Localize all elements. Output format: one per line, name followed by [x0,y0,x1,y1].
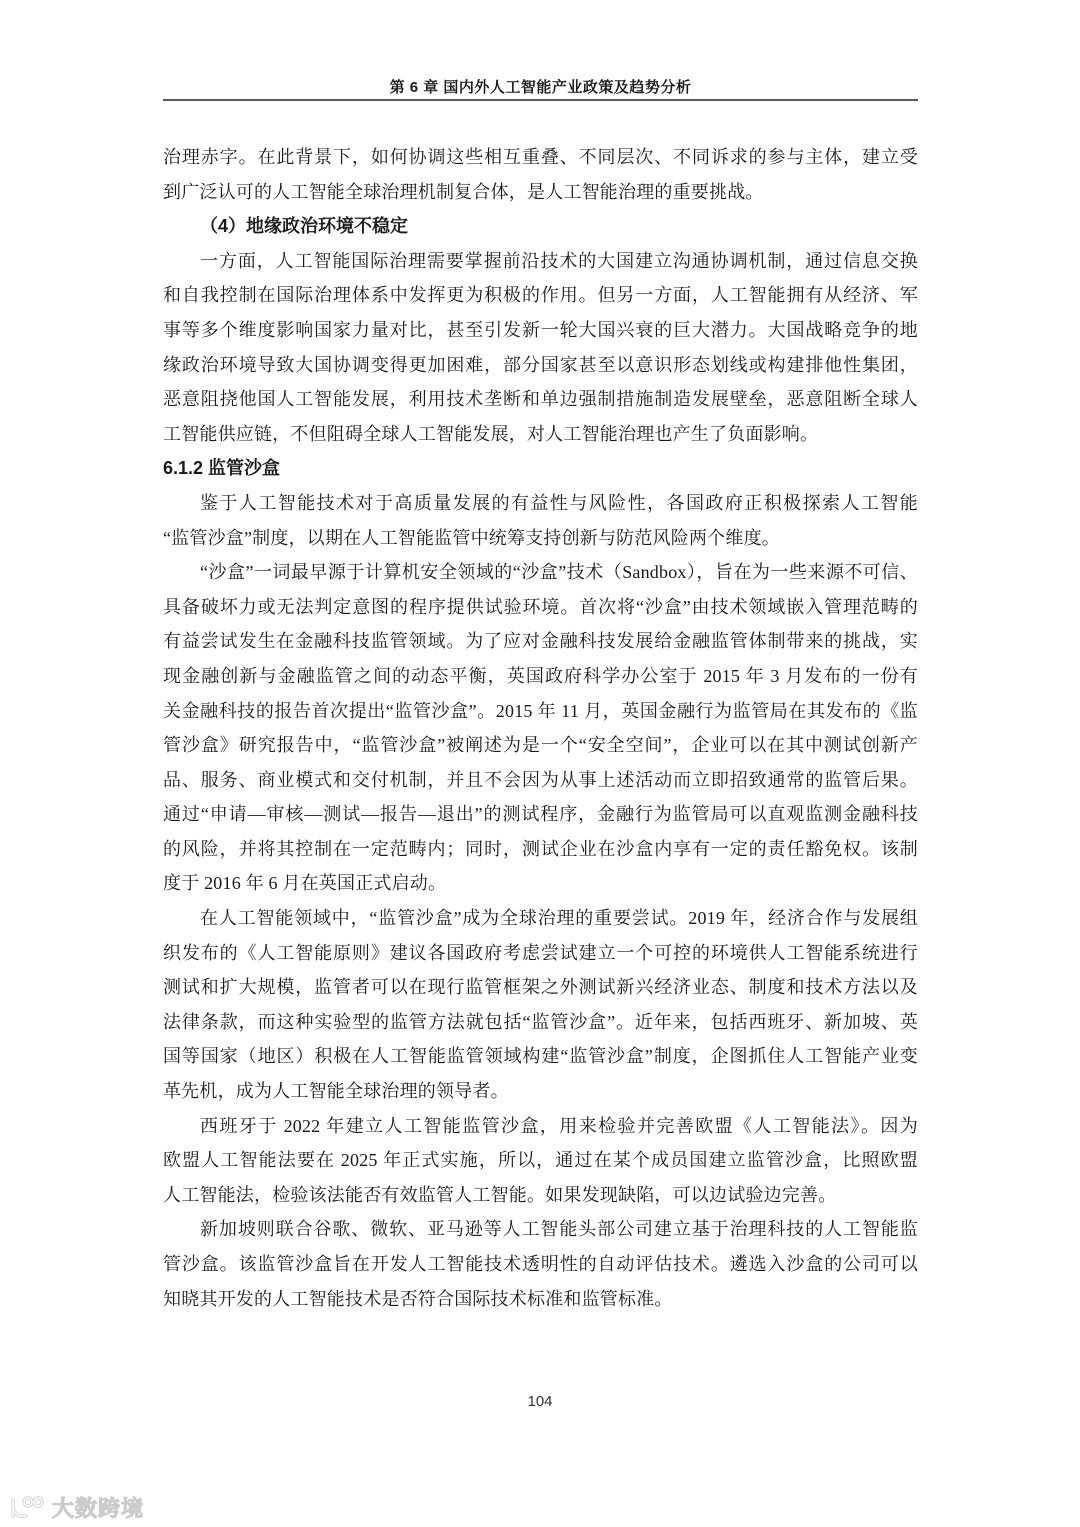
text-line: 在人工智能领域中，“监管沙盒”成为全球治理的重要尝试。2019 年，经济合作与发展组 [200,908,918,929]
text-line: 测试和扩大规模，监管者可以在现行监管框架之外测试新兴经济业态、制度和技术方法以及 [163,977,918,998]
text-line: 知晓其开发的人工智能技术是否符合国际技术标准和监管标准。 [163,1288,673,1309]
paragraph-spain [163,1109,918,1213]
section-heading-regulatory-sandbox: 6.1.2 监管沙盒 [163,458,281,479]
running-header: 第 6 章 国内外人工智能产业政策及趋势分析 [389,79,692,96]
text-line: 具备破坏力或无法判定意图的程序提供试验环境。首次将“沙盒”由技术领域嵌入管理范畴的 [163,596,918,617]
watermark [8,1492,144,1523]
text-line: 鉴于人工智能技术对于高质量发展的有益性与风险性，各国政府正积极探索人工智能 [200,492,918,513]
paragraph-ai-sandbox [163,901,918,1109]
text-line: 通过“申请—审核—测试—报告—退出”的测试程序，金融行为监管局可以直观监测金融科技 [163,804,918,825]
text-line: 管沙盒。该监管沙盒旨在开发人工智能技术透明性的自动评估技术。遴选入沙盒的公司可以 [163,1254,918,1274]
text-line: 一方面，人工智能国际治理需要掌握前沿技术的大国建立沟通协调机制，通过信息交换 [200,250,918,271]
watermark-text: 大数跨境 [52,1496,145,1521]
text-line: “监管沙盒”制度，以期在人工智能监管中统筹支持创新与防范风险两个维度。 [163,527,780,548]
text-line: 治理赤字。在此背景下，如何协调这些相互重叠、不同层次、不同诉求的参与主体，建立受 [163,147,918,167]
text-line: 恶意阻挠他国人工智能发展，利用技术垄断和单边强制措施制造发展壁垒，恶意阻断全球人 [163,389,918,410]
text-line: 国等国家（地区）积极在人工智能监管领域构建“监管沙盒”制度，企图抓住人工智能产业变 [163,1046,918,1067]
text-line: 现金融创新与金融监管之间的动态平衡，英国政府科学办公室于 2015 年 3 月发布的一份有 [163,665,918,686]
paragraph-sandbox-intro [163,486,918,555]
text-line: 关金融科技的报告首次提出“监管沙盒”。2015 年 11 月，英国金融行为监管局在其发布的《监 [163,700,918,721]
text-line: 人工智能法，检验该法能否有效监管人工智能。如果发现缺陷，可以边试验边完善。 [163,1184,837,1205]
text-line: 西班牙于 2022 年建立人工智能监管沙盒，用来检验并完善欧盟《人工智能法》。因为 [200,1115,918,1136]
text-line: 新加坡则联合谷歌、微软、亚马逊等人工智能头部公司建立基于治理科技的人工智能监 [200,1219,918,1240]
subheading-geopolitics: （4）地缘政治环境不稳定 [200,216,409,237]
text-line: “沙盒”一词最早源于计算机安全领域的“沙盒”技术（Sandbox），旨在为一些来源不可信、 [200,562,918,583]
body-text [163,140,918,1316]
text-line: 工智能供应链，不但阻碍全球人工智能发展，对人工智能治理也产生了负面影响。 [163,423,819,444]
text-line: 缘政治环境导致大国协调变得更加困难，部分国家甚至以意识形态划线或构建排他性集团， [163,354,918,375]
paragraph-geopolitics [163,244,918,452]
text-line: 有益尝试发生在金融科技监管领域。为了应对金融科技发展给金融监管体制带来的挑战，实 [163,631,918,652]
paragraph-governance-deficit [163,140,918,209]
text-line: 管沙盒》研究报告中，“监管沙盒”被阐述为是一个“安全空间”，企业可以在其中测试创新产 [163,735,918,756]
text-line: 到广泛认可的人工智能全球治理机制复合体，是人工智能治理的重要挑战。 [163,181,764,202]
k100-logo-icon [8,1494,46,1522]
text-line: 织发布的《人工智能原则》建议各国政府考虑尝试建立一个可控的环境供人工智能系统进行 [163,942,918,963]
header-rule [163,99,918,101]
text-line: 度于 2016 年 6 月在英国正式启动。 [163,873,447,894]
text-line: 欧盟人工智能法要在 2025 年正式实施，所以，通过在某个成员国建立监管沙盒，比照欧盟 [163,1150,918,1171]
text-line: 革先机，成为人工智能全球治理的领导者。 [163,1081,509,1102]
paragraph-singapore [163,1212,918,1316]
text-line: 的风险，并将其控制在一定范畴内；同时，测试企业在沙盒内享有一定的责任豁免权。该制 [163,838,918,859]
paragraph-sandbox-origin [163,555,918,901]
text-line: 品、服务、商业模式和交付机制，并且不会因为从事上述活动而立即招致通常的监管后果。 [163,769,918,790]
text-line: 和自我控制在国际治理体系中发挥更为积极的作用。但另一方面，人工智能拥有从经济、军 [163,285,918,306]
page-number: 104 [527,1393,553,1410]
text-line: 事等多个维度影响国家力量对比，甚至引发新一轮大国兴衰的巨大潜力。大国战略竞争的地 [163,319,918,340]
text-line: 法律条款，而这种实验型的监管方法就包括“监管沙盒”。近年来，包括西班牙、新加坡、英 [163,1011,918,1032]
